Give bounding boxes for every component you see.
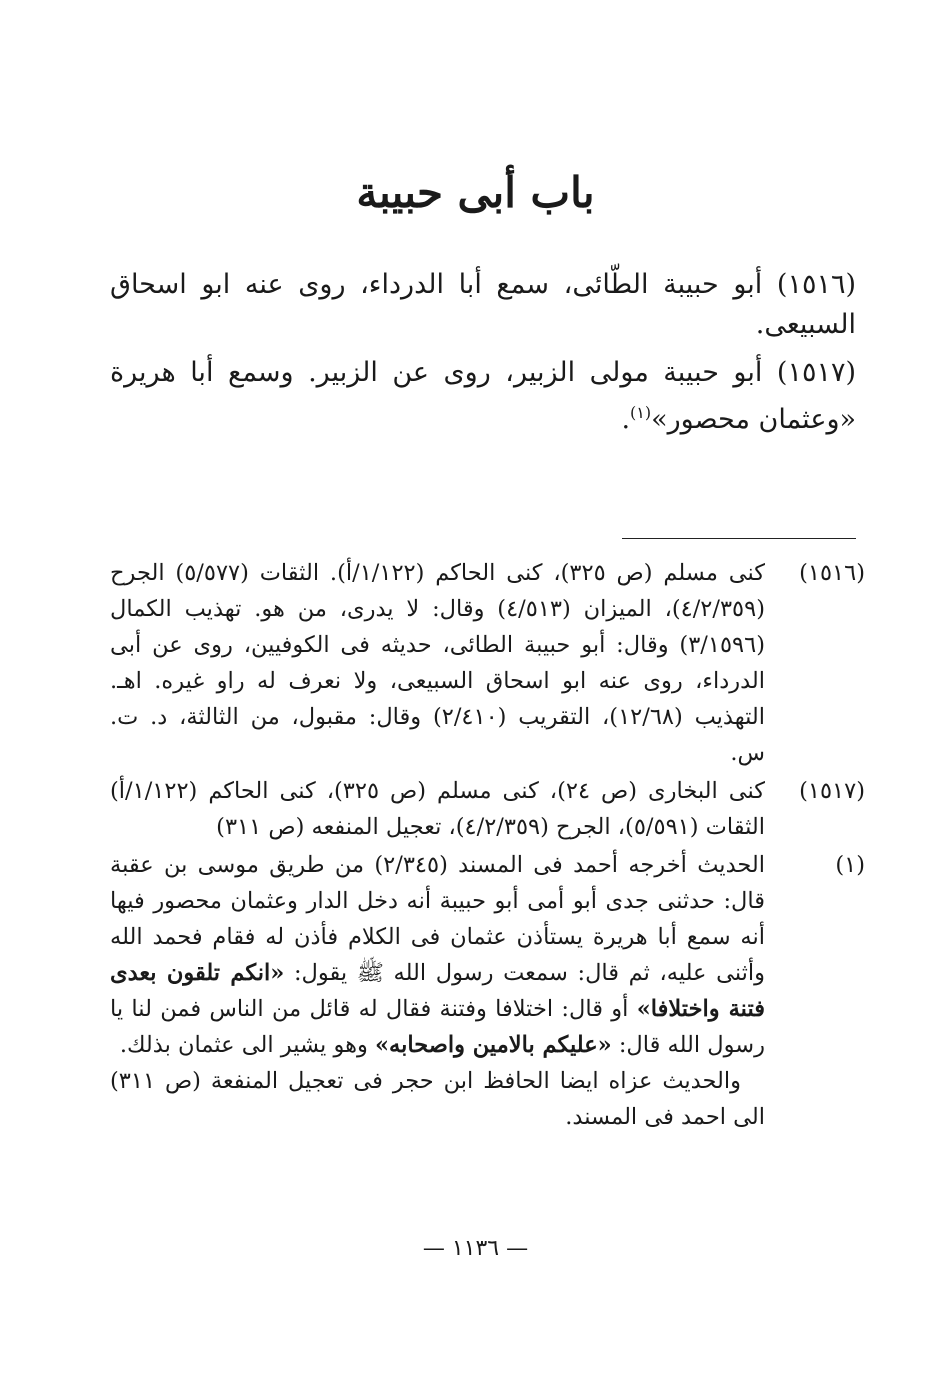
footnote-text <box>110 847 765 1135</box>
entry-1517 <box>110 353 856 440</box>
footnote-number: (١٥١٦) <box>799 560 865 586</box>
hadith-quote: «انكم تلقون بعدى فتنة واختلافا» <box>110 960 765 1022</box>
footnotes <box>110 555 865 1137</box>
footnote-text: كنى مسلم (ص ٣٢٥)، كنى الحاكم (١/١٢٢/أ). الثقات (٥/٥٧٧) الجرح (٤/٢/٣٥٩)، الميزان (٤/٥١٣) وقال: لا يدرى، من هو. تهذيب الكمال (٣/١٥٩٦) وقال: أبو حبيبة الطائى، حديثه فى الكوفيين، روى عن أبى الدرداء، روى عنه ابو اسحاق السبيعى، ولا نعرف له راو غيره. اهـ. التهذيب (١٢/٦٨)، التقريب (٢/٤١٠) وقال: مقبول، من الثالثة، د. ت. س. <box>110 560 766 766</box>
footnote-ref: (١) <box>630 403 652 422</box>
entry-text: (١٥١٧) أبو حبيبة مولى الزبير، روى عن الزبير. وسمع أبا هريرة «وعثمان محصور» <box>110 357 856 435</box>
footnote-1 <box>110 847 865 1135</box>
footnote-1517 <box>110 773 865 845</box>
footnote-1516 <box>110 555 865 771</box>
footnote-text-run: وهو يشير الى عثمان بذلك. <box>119 1032 375 1058</box>
footnote-paragraph <box>110 847 765 1063</box>
main-text <box>110 265 856 448</box>
footnote-paragraph: والحديث عزاه ايضا الحافظ ابن حجر فى تعجيل المنفعة (ص ٣١١) الى احمد فى المسند. <box>110 1068 765 1130</box>
entry-end: . <box>621 404 631 435</box>
hadith-quote: «عليكم بالامين واصحابه» <box>374 1032 612 1058</box>
footnote-number: (١) <box>835 852 865 878</box>
page-number: — ١١٣٦ — <box>422 1236 529 1261</box>
entry-1516 <box>110 265 856 345</box>
footnote-number: (١٥١٧) <box>799 778 865 804</box>
entry-text: (١٥١٦) أبو حبيبة الطّائى، سمع أبا الدرداء، روى عنه ابو اسحاق السبيعى. <box>110 269 856 340</box>
chapter-title: باب أبى حبيبة <box>356 168 595 217</box>
footnote-text: كنى البخارى (ص ٢٤)، كنى مسلم (ص ٣٢٥)، كنى الحاكم (١/١٢٢/أ) الثقات (٥/٥٩١)، الجرح (٤/٢/٣٥٩)، تعجيل المنفعه (ص ٣١١) <box>110 778 766 840</box>
footnote-text-run: الحديث أخرجه أحمد فى المسند (٢/٣٤٥) من طريق موسى بن عقبة قال: حدثنى جدى أبو أمى أبو حبيبة أنه دخل الدار وعثمان محصور فيها أنه سمع أبا هريرة يستأذن عثمان فى الكلام فأذن له فقام فحمد الله وأثنى عليه، ثم قال: سمعت رسول الله ﷺ يقول: <box>110 852 766 986</box>
footnote-text-run: أو قال: اختلافا وفتنة فقال له قائل من الناس فمن لنا يا رسول الله قال: <box>110 996 765 1058</box>
footnote-divider <box>622 538 856 539</box>
